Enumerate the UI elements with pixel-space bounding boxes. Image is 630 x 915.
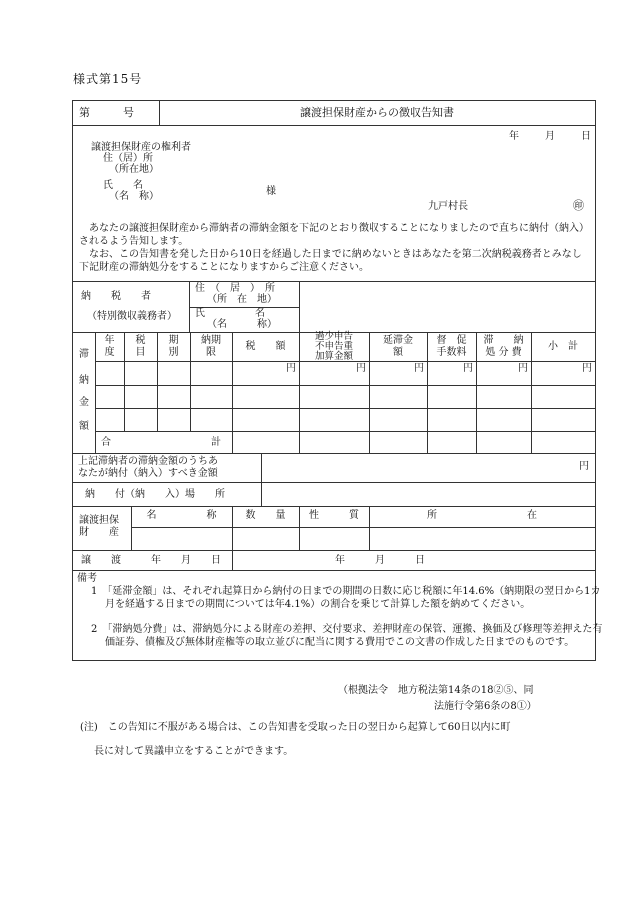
- remarks-item-2: 2 「滞納処分費」は、滞納処分による財産の差押、交付要求、差押財産の保管、運搬、換価及び修理等差押えた有価証券、債権及び無体財産権等の取立並びに配当に関する費用でこの文書の作成した日までのものです。: [91, 624, 603, 648]
- notice-paragraph-2: なお、この告知書を発した日から10日を経過した日までに納めないときはあなたを第二次納税義務者とみなし下記財産の滞納処分をすることになりますからご注意ください。: [79, 249, 582, 273]
- col-due-1: 納期: [201, 335, 221, 346]
- col-penalty-1: 過少申告: [314, 331, 353, 342]
- seal-mark: ㊞: [573, 199, 584, 212]
- property-label-2: 財 産: [79, 527, 119, 538]
- col-reminder-fee-1: 督 促: [436, 335, 467, 346]
- notice-paragraph-1: あなたの譲渡担保財産から滞納者の滞納金額を下記のとおり徴収することになりましたので直ちに納付（納入）されるよう告知します。: [79, 223, 589, 247]
- appeal-note-line-2: 長に対して異議申立をすることができます。: [94, 746, 294, 757]
- property-label-1: 譲渡担保: [79, 515, 119, 526]
- addressee-address-label: 住（居）所: [103, 153, 153, 164]
- addressee-location-label: （所在地）: [109, 164, 159, 175]
- col-item-1: 税: [135, 335, 146, 346]
- date-year: 年: [509, 131, 519, 142]
- amount-due-label-2: なたが納付（納入）すべき金額: [78, 468, 218, 479]
- arrears-side-label-3: 金: [79, 397, 89, 408]
- transfer-date-value: 年 月 日: [335, 555, 425, 566]
- amount-due-label-1: 上記滞納者の滞納金額のうちあ: [78, 456, 218, 467]
- unit-disposition: 円: [518, 363, 528, 374]
- col-disposition-1: 滞 納: [483, 335, 524, 346]
- date-month: 月: [545, 131, 555, 142]
- taxpayer-label: 納 税 者: [81, 291, 151, 302]
- addressee-name-label: 氏 名: [103, 180, 143, 191]
- col-late-fee-2: 額: [393, 347, 403, 358]
- amount-due-unit: 円: [579, 461, 589, 472]
- transfer-date-label: 譲 渡 年 月 日: [81, 555, 221, 566]
- col-year-1: 年: [104, 335, 115, 346]
- property-nature-header: 性 質: [309, 510, 359, 521]
- property-name-header: 名 称: [146, 510, 217, 521]
- form-number: 様式第15号: [73, 72, 143, 86]
- issuer-name: 九戸村長: [428, 201, 468, 212]
- total-row-label: 合 計: [101, 437, 221, 448]
- property-location-header: 所 在: [427, 510, 537, 521]
- unit-penalty: 円: [356, 363, 366, 374]
- col-disposition-2: 処 分 費: [485, 347, 522, 358]
- rights-holder-label: 譲渡担保財産の権利者: [91, 142, 191, 153]
- taxpayer-location-label: （所 在 地）: [207, 294, 277, 305]
- legal-basis-line-2: 法施行令第6条の8①）: [434, 701, 537, 712]
- col-reminder-fee-2: 手数料: [436, 347, 467, 358]
- notice-number-label: 第 号: [79, 106, 134, 119]
- col-due-2: 限: [206, 347, 216, 358]
- honorific-sama: 様: [266, 186, 276, 197]
- col-period-2: 別: [168, 347, 179, 358]
- col-tax-amount: 税 額: [245, 341, 286, 352]
- unit-subtotal: 円: [582, 363, 592, 374]
- taxpayer-name-alt-label: （名 称）: [207, 319, 277, 330]
- unit-late-fee: 円: [414, 363, 424, 374]
- unit-tax: 円: [286, 363, 296, 374]
- date-day: 日: [581, 131, 591, 142]
- notice-form: [72, 100, 603, 661]
- document-title: 譲渡担保財産からの徴収告知書: [300, 106, 454, 119]
- arrears-side-label-4: 額: [79, 421, 89, 432]
- payment-place-label: 納 付（納 入）場 所: [85, 489, 225, 500]
- taxpayer-address-label: 住 （ 居 ） 所: [195, 283, 275, 294]
- col-item-2: 目: [135, 347, 146, 358]
- addressee-name-alt-label: （名 称）: [109, 191, 159, 202]
- taxpayer-name-label: 氏 名: [195, 308, 265, 319]
- legal-basis-line-1: （根拠法令 地方税法第14条の18②⑤、同: [338, 685, 534, 696]
- col-period-1: 期: [168, 335, 179, 346]
- col-subtotal: 小 計: [548, 341, 578, 352]
- col-penalty-3: 加算金額: [314, 351, 353, 362]
- appeal-note-line-1: (注) この告知に不服がある場合は、この告知書を受取った日の翌日から起算して60日以内に町: [80, 722, 511, 733]
- col-late-fee-1: 延滞金: [383, 335, 413, 346]
- property-quantity-header: 数 量: [245, 510, 286, 521]
- special-collector-label: （特別徴収義務者）: [87, 311, 177, 322]
- arrears-side-label-1: 滞: [79, 349, 89, 360]
- remarks-item-1: 1 「延滞金額」は、それぞれ起算日から納付の日までの期間の日数に応じ税額に年14.6%（納期限の翌日から1カ月を経過する日までの期間については年4.1%）の割合を乗じて計算した額を納めてください。: [91, 586, 601, 610]
- remarks-title: 備考: [77, 573, 97, 584]
- col-year-2: 度: [104, 347, 115, 358]
- unit-reminder-fee: 円: [463, 363, 473, 374]
- col-penalty-2: 不申告重: [314, 341, 353, 352]
- arrears-side-label-2: 納: [79, 375, 89, 386]
